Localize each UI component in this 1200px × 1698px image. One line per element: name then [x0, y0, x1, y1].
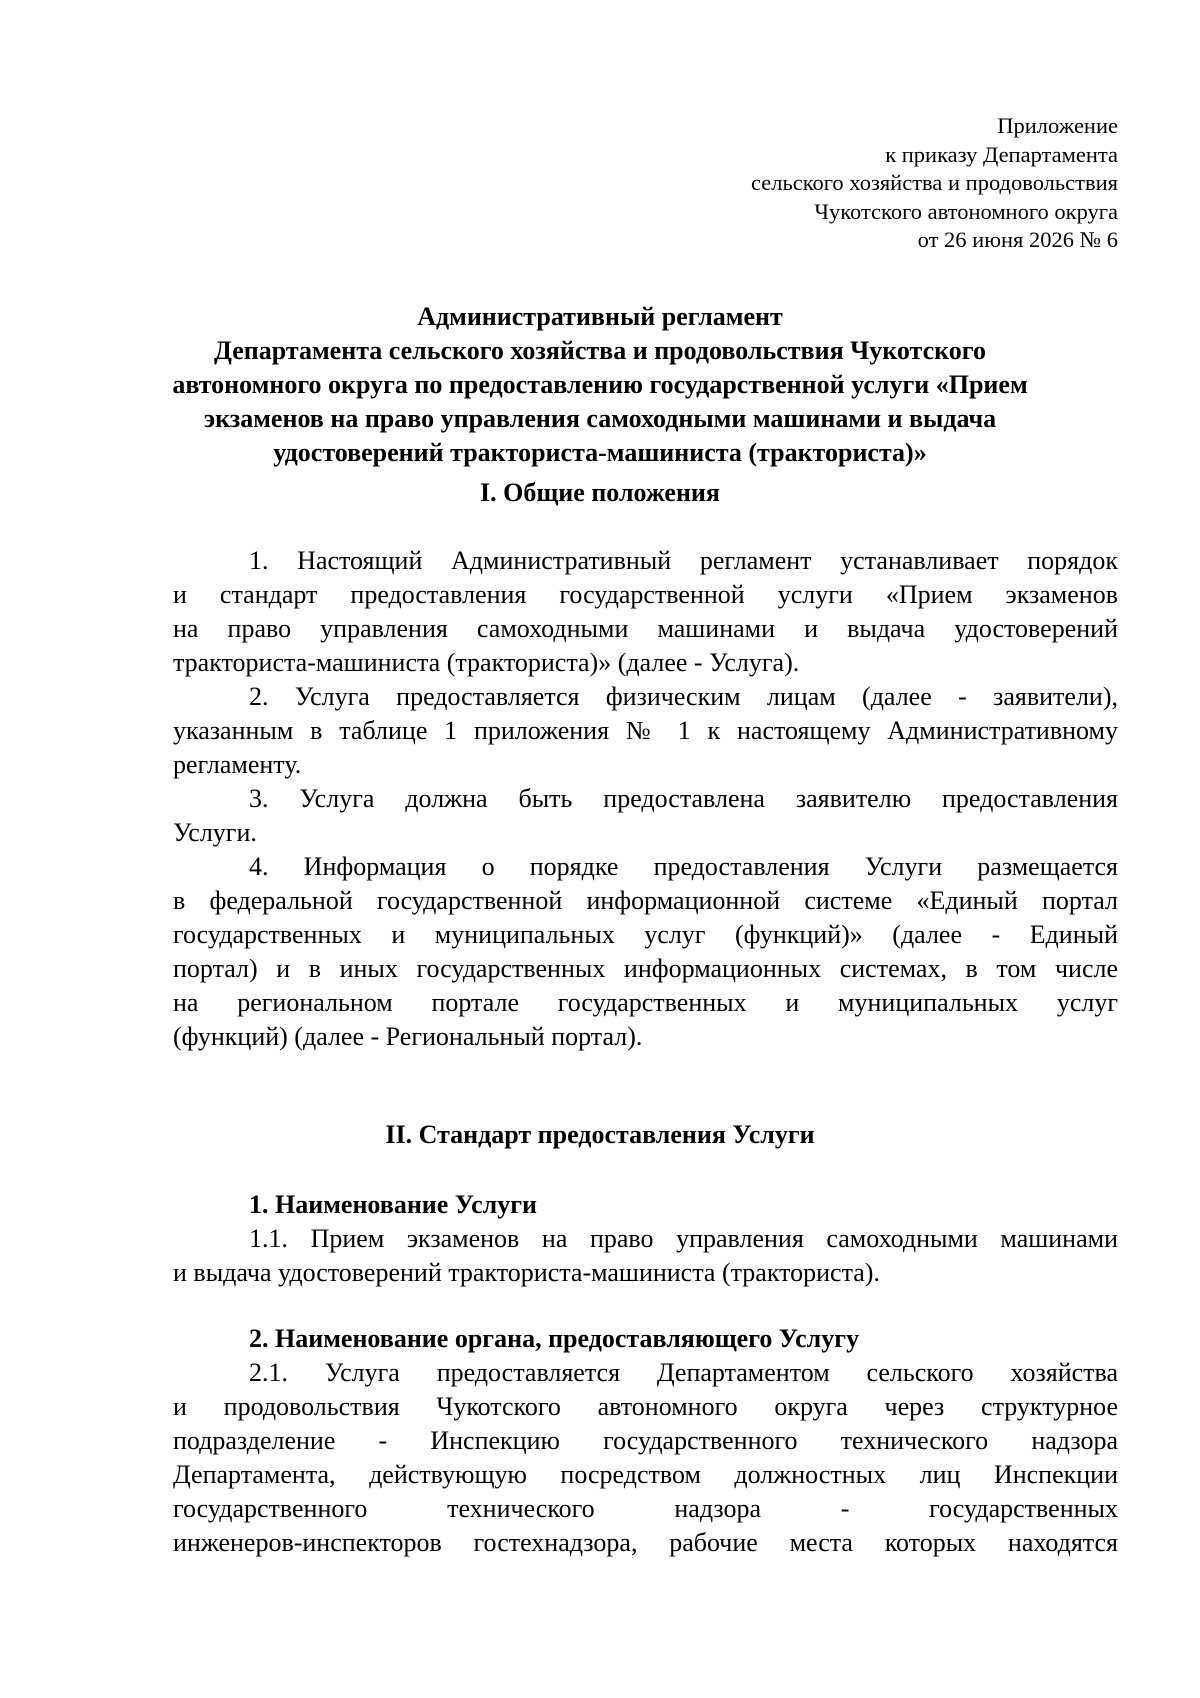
text-line: и стандарт предоставления государственной услуги «Прием экзаменов [173, 580, 1118, 609]
paragraph-2 [173, 680, 1118, 782]
subsection-heading: 2. Наименование органа, предоставляющего Услугу [249, 1324, 860, 1353]
text-line: (функций) (далее - Региональный портал). [173, 1022, 643, 1051]
title-line: Департамента сельского хозяйства и продовольствия Чукотского [214, 336, 986, 365]
header-line: от 26 июня 2026 № 6 [917, 227, 1118, 252]
text-line: в федеральной государственной информационной системе «Единый портал [173, 886, 1118, 915]
title-line: автономного округа по предоставлению государственной услуги «Прием [172, 370, 1028, 399]
text-line: и выдача удостоверений тракториста-машиниста (тракториста). [173, 1258, 880, 1287]
document-title [150, 300, 1050, 470]
text-line: Департамента, действующую посредством должностных лиц Инспекции [173, 1460, 1118, 1489]
subsection-authority-name [173, 1322, 1118, 1560]
text-line: на региональном портале государственных и муниципальных услуг [173, 988, 1118, 1017]
section-heading-general: I. Общие положения [480, 478, 720, 507]
paragraph-4 [173, 850, 1118, 1054]
title-line: экзаменов на право управления самоходными машинами и выдача [203, 404, 997, 433]
subsection-service-name [173, 1188, 1118, 1290]
text-line: портал) и в иных государственных информационных системах, в том числе [173, 954, 1118, 983]
text-line: на право управления самоходными машинами и выдача удостоверений [173, 614, 1118, 643]
header-line: Чукотского автономного округа [814, 198, 1118, 224]
text-line: регламенту. [173, 750, 302, 779]
title-line: удостоверений тракториста-машиниста (тракториста)» [273, 438, 927, 467]
text-line: 1.1. Прием экзаменов на право управления самоходными машинами [249, 1224, 1118, 1253]
text-line: подразделение - Инспекцию государственного технического надзора [173, 1426, 1118, 1455]
paragraph-2-1 [173, 1356, 1118, 1560]
text-line: государственного технического надзора - государственных [173, 1494, 1118, 1523]
text-line: инженеров-инспекторов гостехнадзора, рабочие места которых находятся [173, 1528, 1118, 1557]
title-line: Административный регламент [417, 302, 783, 331]
text-line: 3. Услуга должна быть предоставлена заявителю предоставления [249, 784, 1118, 813]
appendix-header [598, 112, 1118, 255]
section-general-body [173, 544, 1118, 1054]
text-line: тракториста-машиниста (тракториста)» (далее - Услуга). [173, 648, 800, 677]
text-line: 1. Настоящий Административный регламент устанавливает порядок [249, 546, 1118, 575]
subsection-heading: 1. Наименование Услуги [249, 1190, 538, 1219]
paragraph-3 [173, 782, 1118, 850]
section-heading-standard: II. Стандарт предоставления Услуги [385, 1120, 815, 1149]
text-line: и продовольствия Чукотского автономного округа через структурное [173, 1392, 1118, 1421]
text-line: 2. Услуга предоставляется физическим лицам (далее - заявители), [249, 682, 1118, 711]
paragraph-1-1 [173, 1222, 1118, 1290]
text-line: 2.1. Услуга предоставляется Департаментом сельского хозяйства [249, 1358, 1118, 1387]
paragraph-1 [173, 544, 1118, 680]
header-line: Приложение [997, 113, 1118, 138]
text-line: государственных и муниципальных услуг (функций)» (далее - Единый [173, 920, 1118, 949]
header-line: сельского хозяйства и продовольствия [751, 170, 1118, 195]
text-line: 4. Информация о порядке предоставления Услуги размещается [249, 852, 1118, 881]
header-line: к приказу Департамента [885, 141, 1118, 167]
text-line: указанным в таблице 1 приложения № 1 к настоящему Административному [173, 716, 1118, 745]
text-line: Услуги. [173, 818, 257, 847]
